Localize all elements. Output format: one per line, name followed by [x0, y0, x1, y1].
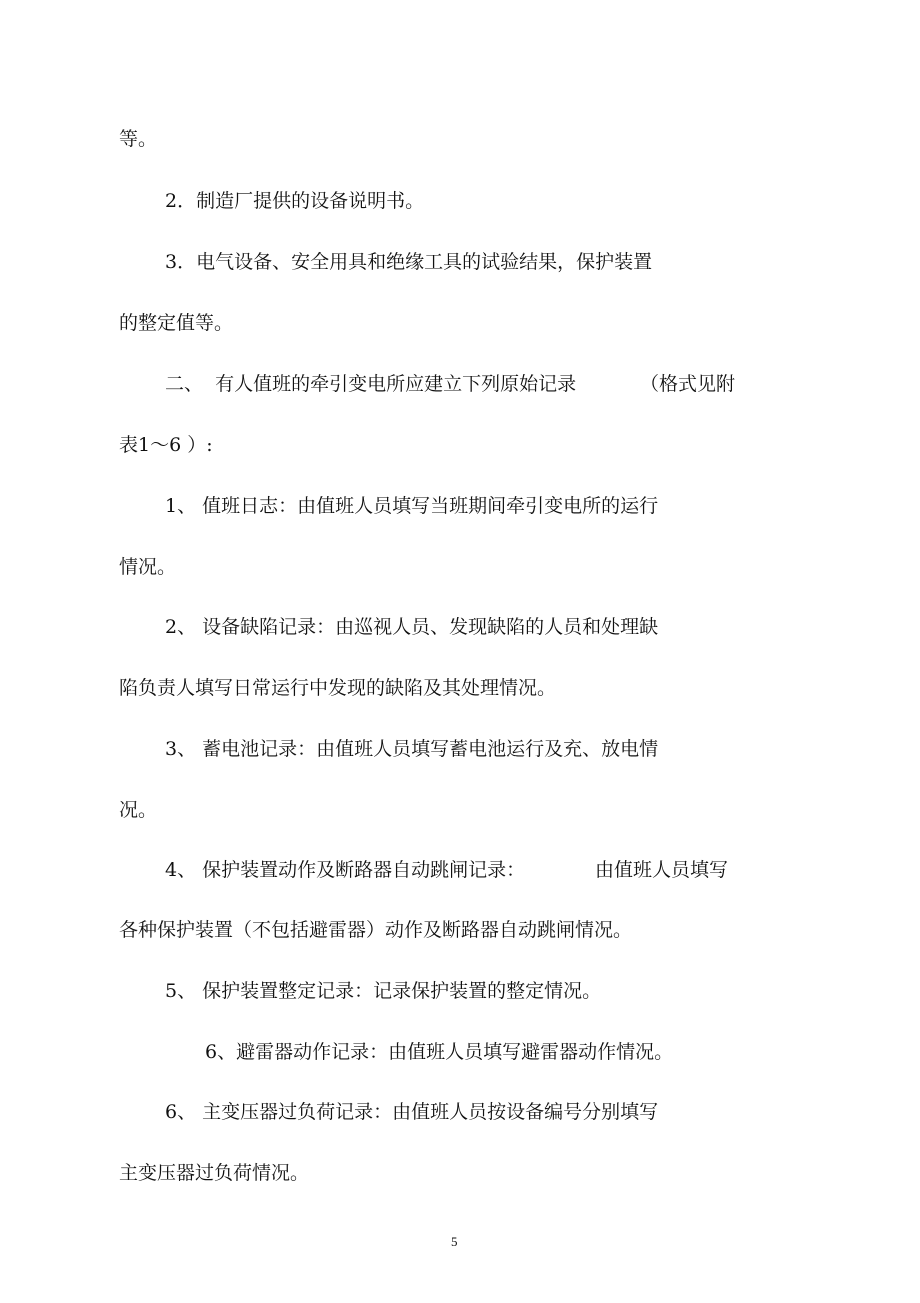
text-line: 陷负责人填写日常运行中发现的缺陷及其处理情况。 [119, 677, 557, 699]
text-line: （格式见附 [640, 373, 736, 395]
text-line: 各种保护装置（不包括避雷器）动作及断路器自动跳闸情况。 [119, 919, 633, 941]
text-line: 由值班人员填写 [595, 859, 729, 881]
text-line: 2．制造厂提供的设备说明书。 [165, 190, 425, 212]
text-line: 的整定值等。 [119, 312, 234, 334]
list-item: 5、 保护装置整定记录：记录保护装置的整定情况。 [165, 980, 602, 1002]
list-item: 4、 保护装置动作及断路器自动跳闸记录： [165, 859, 526, 881]
list-item: 2、 设备缺陷记录：由巡视人员、发现缺陷的人员和处理缺 [165, 616, 659, 638]
section-heading: 二、 有人值班的牵引变电所应建立下列原始记录 [165, 373, 577, 395]
list-item: 1、 值班日志：由值班人员填写当班期间牵引变电所的运行 [165, 495, 659, 517]
list-item: 6、避雷器动作记录：由值班人员填写避雷器动作情况。 [205, 1041, 674, 1063]
page-number: 5 [451, 1234, 458, 1249]
text-line: 主变压器过负荷情况。 [119, 1162, 310, 1184]
list-item: 6、 主变压器过负荷记录：由值班人员按设备编号分别填写 [165, 1101, 659, 1123]
text-line: 情况。 [119, 556, 177, 578]
list-item: 3、 蓄电池记录：由值班人员填写蓄电池运行及充、放电情 [165, 738, 659, 760]
text-line: 表1～6 ）: [119, 434, 213, 456]
text-line: 况。 [119, 799, 158, 821]
text-line: 等。 [119, 128, 158, 150]
text-line: 3．电气设备、安全用具和绝缘工具的试验结果，保护装置 [165, 251, 653, 273]
